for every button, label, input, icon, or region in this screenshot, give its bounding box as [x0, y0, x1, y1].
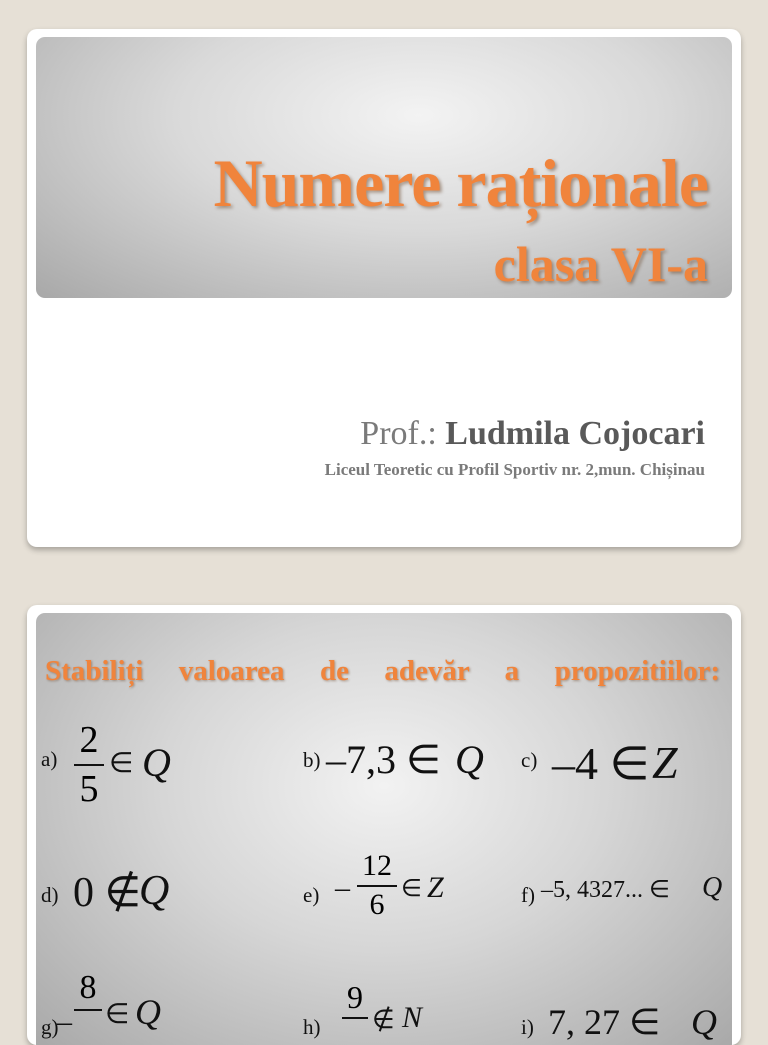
- item-e-symbol: ∈: [401, 876, 422, 902]
- author-name: Ludmila Cojocari: [445, 415, 705, 452]
- item-i-expression: 7, 27 ∈: [548, 1002, 661, 1042]
- author-label: Prof.:: [360, 415, 437, 452]
- item-h-set: N: [402, 1001, 423, 1034]
- item-i-set: Q: [691, 1002, 717, 1042]
- item-label-f: f): [521, 883, 535, 907]
- item-g-fraction: [74, 971, 102, 1014]
- fraction-bar: [357, 885, 397, 887]
- author-line: [360, 415, 705, 453]
- item-g-set: Q: [135, 992, 161, 1032]
- item-label-d: d): [41, 883, 59, 907]
- item-e-set: Z: [427, 871, 444, 904]
- item-f-set: Q: [702, 872, 723, 903]
- item-b-set: Q: [455, 737, 484, 782]
- school-name: Liceul Teoretic cu Profil Sportiv nr. 2,mun. Chișinau: [324, 460, 705, 479]
- exercise-heading: Stabiliți valoarea de adevăr a propozitiilor:: [45, 655, 720, 687]
- fraction-bar: [74, 764, 104, 766]
- item-g-sign: –: [57, 1005, 72, 1038]
- item-label-g: g): [41, 1015, 59, 1039]
- item-h-symbol: ∉: [372, 1005, 395, 1034]
- slide-title: Numere raționale: [213, 145, 708, 221]
- item-g-symbol: ∈: [105, 999, 130, 1030]
- item-a-symbol: ∈: [109, 748, 134, 779]
- item-label-e: e): [303, 883, 320, 907]
- item-e-denominator: 6: [369, 888, 385, 921]
- item-label-b: b): [303, 748, 321, 772]
- item-label-h: h): [303, 1015, 321, 1039]
- item-h-numerator: 9: [347, 979, 363, 1015]
- item-a-numerator: 2: [79, 719, 99, 761]
- fraction-bar: [342, 1017, 368, 1019]
- exercise-slide: [27, 605, 741, 1045]
- item-label-i: i): [521, 1015, 534, 1039]
- item-h-fraction: [342, 981, 368, 1022]
- item-c-expression: –4 ∈: [552, 738, 650, 789]
- item-label-a: a): [41, 747, 58, 771]
- item-label-c: c): [521, 748, 538, 772]
- item-d-set: Q: [139, 868, 170, 914]
- item-b-expression: –7,3 ∈: [326, 737, 441, 782]
- item-e-sign: –: [335, 871, 350, 904]
- slide-subtitle: clasa VI-a: [493, 236, 708, 292]
- item-c-set: Z: [652, 737, 678, 788]
- item-f-expression: –5, 4327... ∈: [541, 877, 670, 903]
- item-d-expression: 0 ∉: [73, 870, 142, 916]
- title-slide: [27, 29, 741, 547]
- item-e-numerator: 12: [362, 849, 392, 882]
- item-a-set: Q: [142, 740, 171, 785]
- fraction-bar: [74, 1009, 102, 1011]
- item-g-numerator: 8: [79, 969, 97, 1006]
- item-e-fraction: [357, 851, 397, 920]
- item-a-fraction: [74, 721, 104, 808]
- item-a-denominator: 5: [79, 768, 99, 810]
